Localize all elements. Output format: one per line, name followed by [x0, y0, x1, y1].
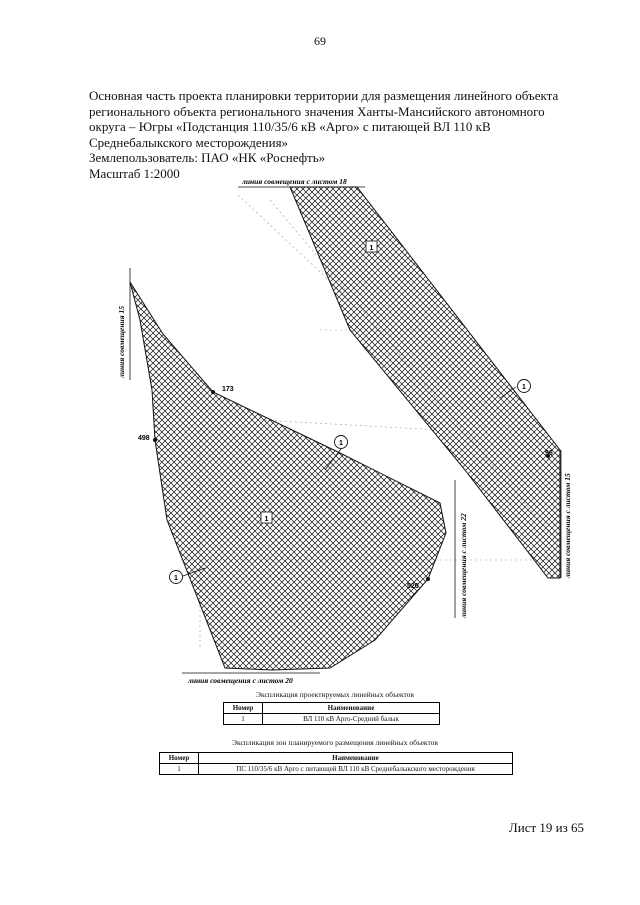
table-header: Номер: [224, 703, 263, 714]
svg-text:1: 1: [264, 516, 269, 523]
table-row: [160, 764, 513, 775]
svg-text:1: 1: [369, 245, 374, 252]
svg-text:1: 1: [339, 440, 343, 447]
point-label: 173: [222, 386, 234, 393]
table-cell: ПС 110/35/6 кВ Арго с питающей ВЛ 110 кВ Среднебалыкского месторождения: [199, 764, 513, 775]
zone-label-box: [261, 512, 272, 523]
header-line: регионального объекта регионального значения Ханты-Мансийского автономного: [89, 103, 545, 119]
table-placement-zones: [159, 752, 513, 775]
header-line: округа – Югры «Подстанция 110/35/6 кВ «Арго» с питающей ВЛ 110 кВ: [89, 119, 491, 134]
point-label: 96: [545, 450, 553, 457]
sheet-label-right-middle: линия совмещения с листом 22: [459, 513, 468, 618]
scale-line: Масштаб 1:2000: [89, 165, 180, 181]
point-label: 498: [138, 435, 150, 442]
sheet-label-left: линия совмещения 15: [117, 306, 126, 378]
table-row: [224, 714, 440, 725]
zone-label-box: [366, 241, 377, 252]
table-header: Наименование: [263, 703, 440, 714]
table-linear-objects: [223, 702, 440, 725]
sheet-label-right: линия совмещения с листом 15: [563, 473, 572, 578]
table-cell: ВЛ 110 кВ Арго-Средний балык: [263, 714, 440, 725]
header-line: Среднебалыкского месторождения»: [89, 134, 289, 150]
page-number: 69: [314, 34, 326, 48]
table-header: Наименование: [199, 753, 513, 764]
table-header: Номер: [160, 753, 199, 764]
header-line: Основная часть проекта планировки территории для размещения линейного объекта: [89, 88, 559, 103]
point-label: 520: [407, 583, 419, 590]
table-cell: 1: [160, 764, 199, 775]
sheet-label-bottom: линия совмещения с листом 20: [188, 676, 293, 685]
svg-text:1: 1: [174, 575, 178, 582]
sheet-footer: Лист 19 из 65: [508, 820, 584, 835]
sheet-label-top: линия совмещения с листом 18: [242, 177, 347, 186]
svg-text:1: 1: [522, 384, 526, 391]
table1-caption: Экспликация проектируемых линейных объектов: [256, 690, 414, 699]
land-user-line: Землепользователь: ПАО «НК «Роснефть»: [89, 150, 326, 165]
table2-caption: Экспликация зон планируемого размещения линейных объектов: [232, 738, 438, 747]
table-cell: 1: [224, 714, 263, 725]
